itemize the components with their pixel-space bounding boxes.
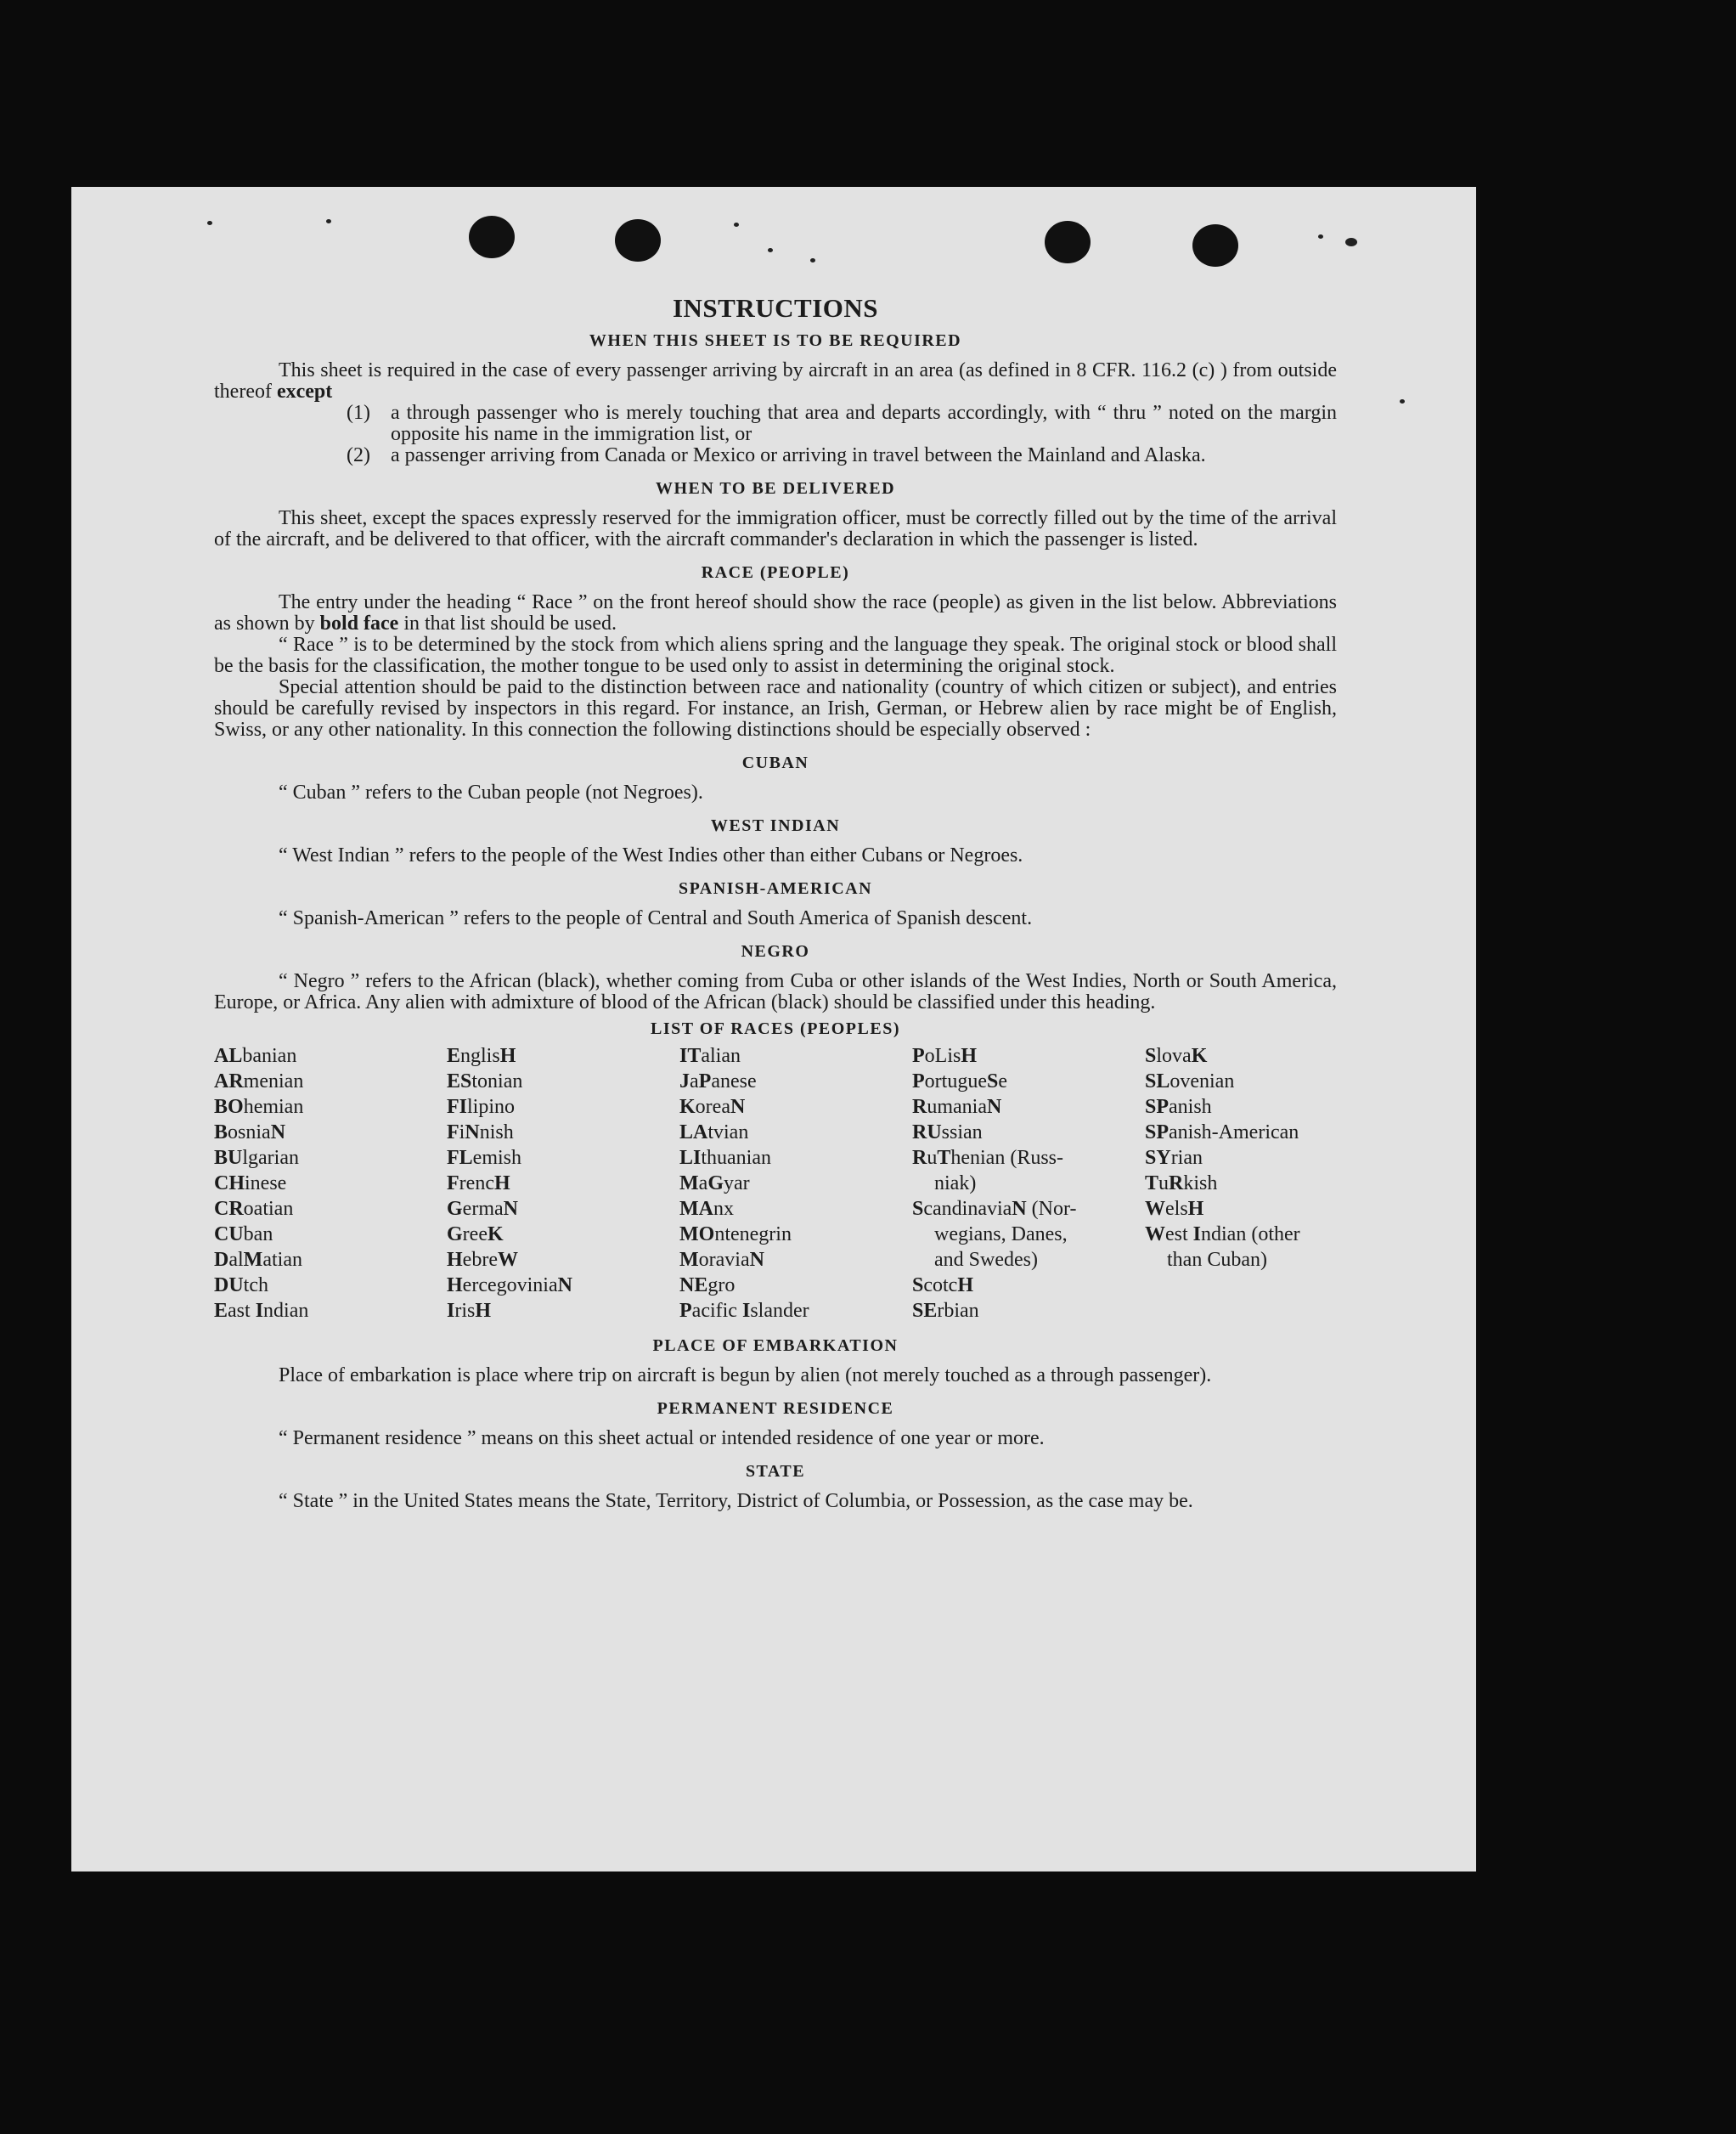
race-entry: niak) bbox=[934, 1172, 977, 1194]
cuban-paragraph: “ Cuban ” refers to the Cuban people (not Negroes). bbox=[279, 782, 703, 804]
race-entry: HercegoviniaN bbox=[447, 1274, 572, 1296]
race-paragraph-2: “ Race ” is to be determined by the stock from which aliens spring and the language they speak. The original stock or blood shall be the basis for the classification, the mother tongue to be used only to assist in determining the original stock. bbox=[214, 634, 1337, 677]
race-entry: GreeK bbox=[447, 1223, 504, 1245]
heading-embarkation: PLACE OF EMBARKATION bbox=[652, 1336, 899, 1355]
race-entry: EnglisH bbox=[447, 1045, 516, 1067]
heading-west-indian: WEST INDIAN bbox=[710, 816, 841, 835]
exception-item-1: (1) a through passenger who is merely touching that area and departs accordingly, with “ thru ” noted on the margin opposite his name in the immigration list, or bbox=[347, 402, 1337, 445]
race-entry: West Indian (other bbox=[1145, 1223, 1300, 1245]
speck bbox=[1400, 399, 1405, 404]
race-entry: MOntenegrin bbox=[679, 1223, 792, 1245]
race-column-1 bbox=[214, 1043, 447, 1324]
heading-list-of-races: LIST OF RACES (PEOPLES) bbox=[650, 1019, 900, 1038]
negro-paragraph: “ Negro ” refers to the African (black), whether coming from Cuba or other islands of the West Indies, North or South America, Europe, or Africa. Any alien with admixture of blood of the African (black) should be classified under this heading. bbox=[214, 970, 1337, 1013]
race-entry: than Cuban) bbox=[1167, 1249, 1267, 1271]
punch-hole bbox=[1192, 224, 1238, 267]
race-column-2 bbox=[447, 1043, 679, 1324]
race-entry: FIlipino bbox=[447, 1096, 516, 1118]
punch-hole bbox=[1045, 221, 1091, 263]
race-entry: ALbanian bbox=[214, 1045, 297, 1067]
race-paragraph-3: Special attention should be paid to the distinction between race and nationality (country of which citizen or subject), and entries should be carefully revised by inspectors in this regard. For instance, an Irish, German, or Hebrew alien by race might be of English, Swiss, or any other nationality. In this connection the following distinctions should be especially observed : bbox=[214, 676, 1337, 741]
race-entry: HebreW bbox=[447, 1249, 518, 1271]
race-entry: BosniaN bbox=[214, 1121, 286, 1143]
spanish-american-paragraph: “ Spanish-American ” refers to the people of Central and South America of Spanish descent. bbox=[279, 907, 1033, 929]
punch-hole bbox=[615, 219, 661, 262]
race-entry: East Indian bbox=[214, 1300, 309, 1322]
race-entry: MaGyar bbox=[679, 1172, 750, 1194]
race-entry: FiNnish bbox=[447, 1121, 514, 1143]
race-entry: MoraviaN bbox=[679, 1249, 764, 1271]
when-delivered-paragraph: This sheet, except the spaces expressly reserved for the immigration officer, must be correctly filled out by the time of the arrival of the aircraft, and be delivered to that officer, with the aircraft commander's declaration in which the passenger is listed. bbox=[214, 507, 1337, 550]
race-entry: SErbian bbox=[912, 1300, 979, 1322]
heading-permanent-residence: PERMANENT RESIDENCE bbox=[657, 1399, 894, 1418]
west-indian-paragraph: “ West Indian ” refers to the people of the West Indies other than either Cubans or Negroes. bbox=[279, 844, 1023, 867]
race-paragraph-1: The entry under the heading “ Race ” on the front hereof should show the race (people) as given in the list below. Abbreviations as shown by bold face in that list should be used. bbox=[214, 591, 1337, 635]
heading-spanish-american: SPANISH-AMERICAN bbox=[678, 879, 873, 898]
state-paragraph: “ State ” in the United States means the State, Territory, District of Columbia, or Possession, as the case may be. bbox=[279, 1490, 1193, 1512]
document-sheet bbox=[71, 187, 1476, 1871]
heading-when-required: WHEN THIS SHEET IS TO BE REQUIRED bbox=[589, 331, 962, 350]
race-entry: ScandinaviaN (Nor- bbox=[912, 1198, 1077, 1220]
exception-item-2: (2) a passenger arriving from Canada or Mexico or arriving in travel between the Mainland and Alaska. bbox=[347, 444, 1206, 466]
race-column-5 bbox=[1145, 1043, 1337, 1324]
race-entry: ScotcH bbox=[912, 1274, 974, 1296]
race-entry: LAtvian bbox=[679, 1121, 749, 1143]
residence-paragraph: “ Permanent residence ” means on this sheet actual or intended residence of one year or more. bbox=[279, 1427, 1045, 1449]
page-title: INSTRUCTIONS bbox=[672, 293, 878, 323]
race-entry: IrisH bbox=[447, 1300, 492, 1322]
race-entry: SYrian bbox=[1145, 1147, 1203, 1169]
race-entry: KoreaN bbox=[679, 1096, 746, 1118]
heading-state: STATE bbox=[745, 1462, 806, 1481]
instructions-content bbox=[214, 293, 1337, 1512]
speck bbox=[207, 221, 212, 225]
race-entry: MAnx bbox=[679, 1198, 734, 1220]
race-entry: ARmenian bbox=[214, 1070, 304, 1092]
race-entry: JaPanese bbox=[679, 1070, 757, 1092]
race-entry: wegians, Danes, bbox=[934, 1223, 1068, 1245]
heading-cuban: CUBAN bbox=[741, 754, 809, 772]
race-column-4 bbox=[912, 1043, 1145, 1324]
race-entry: PoLisH bbox=[912, 1045, 978, 1067]
race-entry: Pacific Islander bbox=[679, 1300, 809, 1322]
race-entry: SPanish bbox=[1145, 1096, 1212, 1118]
race-entry: LIthuanian bbox=[679, 1147, 771, 1169]
race-entry: BOhemian bbox=[214, 1096, 304, 1118]
race-entry: GermaN bbox=[447, 1198, 518, 1220]
speck bbox=[810, 258, 815, 263]
race-entry: CUban bbox=[214, 1223, 273, 1245]
speck bbox=[1318, 234, 1323, 239]
race-entry: DUtch bbox=[214, 1274, 268, 1296]
race-entry: and Swedes) bbox=[934, 1249, 1038, 1271]
race-entry: FLemish bbox=[447, 1147, 521, 1169]
race-entry: RUssian bbox=[912, 1121, 983, 1143]
race-column-3 bbox=[679, 1043, 912, 1324]
race-entry: FrencH bbox=[447, 1172, 510, 1194]
speck bbox=[326, 219, 331, 223]
speck bbox=[734, 223, 739, 227]
race-entry: WelsH bbox=[1145, 1198, 1204, 1220]
race-entry: NEgro bbox=[679, 1274, 736, 1296]
punch-hole bbox=[469, 216, 515, 258]
heading-race: RACE (PEOPLE) bbox=[701, 563, 850, 582]
race-entry: CHinese bbox=[214, 1172, 287, 1194]
race-entry: ITalian bbox=[679, 1045, 741, 1067]
race-entry: SlovaK bbox=[1145, 1045, 1208, 1067]
race-entry: RuThenian (Russ- bbox=[912, 1147, 1064, 1169]
race-entry: BUlgarian bbox=[214, 1147, 299, 1169]
heading-negro: NEGRO bbox=[741, 942, 810, 961]
race-entry: SLovenian bbox=[1145, 1070, 1235, 1092]
race-entry: SPanish-American bbox=[1145, 1121, 1299, 1143]
when-required-paragraph: This sheet is required in the case of every passenger arriving by aircraft in an area (as defined in 8 CFR. 116.2 (c) ) from outside thereof except bbox=[214, 359, 1337, 403]
race-entry: TuRkish bbox=[1145, 1172, 1218, 1194]
embarkation-paragraph: Place of embarkation is place where trip on aircraft is begun by alien (not merely touched as a through passenger). bbox=[279, 1364, 1212, 1386]
race-entry: DalMatian bbox=[214, 1249, 302, 1271]
heading-when-delivered: WHEN TO BE DELIVERED bbox=[655, 479, 896, 498]
speck bbox=[768, 248, 773, 252]
speck bbox=[1345, 238, 1357, 246]
race-entry: EStonian bbox=[447, 1070, 523, 1092]
race-entry: CRoatian bbox=[214, 1198, 294, 1220]
race-entry: PortugueSe bbox=[912, 1070, 1007, 1092]
race-list bbox=[214, 1043, 1337, 1324]
race-entry: RumaniaN bbox=[912, 1096, 1002, 1118]
